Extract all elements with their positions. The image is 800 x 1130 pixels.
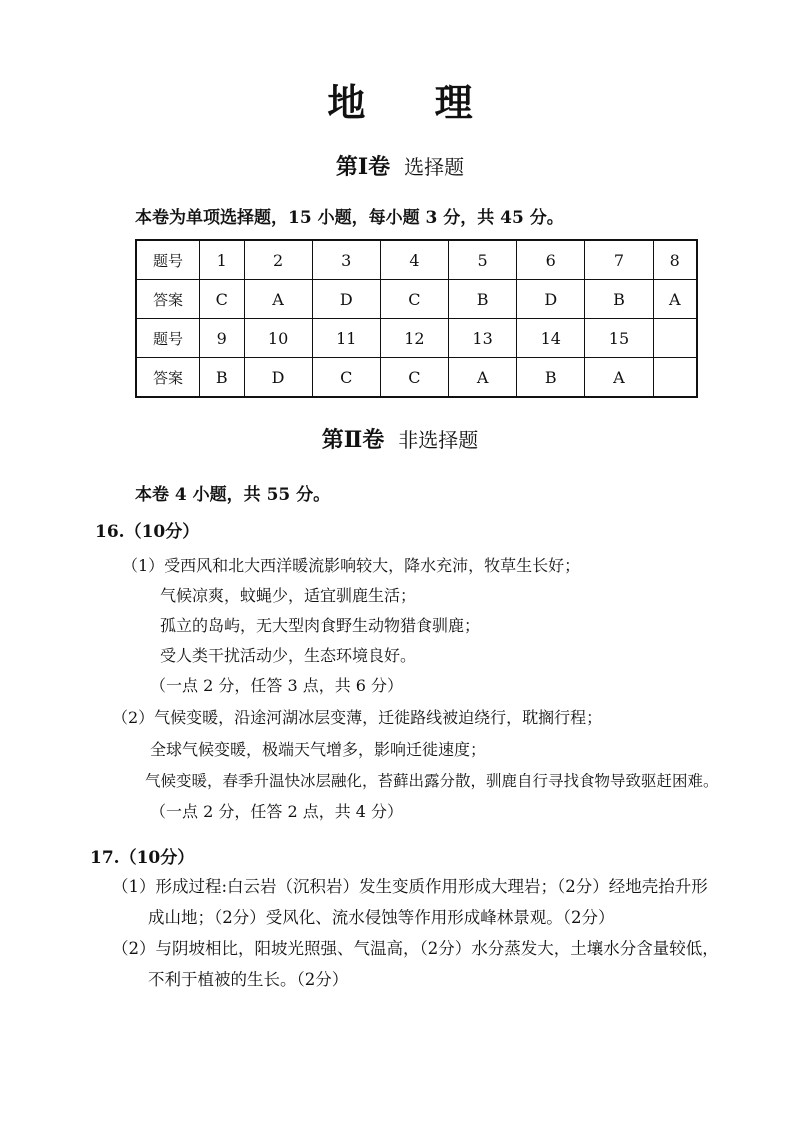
q16-heading: 16.（10分） xyxy=(95,522,200,542)
q16-line: 孤立的岛屿，无大型肉食野生动物猎食驯鹿； xyxy=(160,616,481,635)
q17-heading: 17.（10分） xyxy=(90,848,195,868)
table-cell: B xyxy=(200,358,245,398)
table-cell: 7 xyxy=(585,240,653,280)
table-row-label: 题号 xyxy=(136,240,200,280)
q17-line: 不利于植被的生长。（2分） xyxy=(148,970,349,989)
table-row xyxy=(136,240,697,280)
q16-line: （一点 2 分，任答 2 点，共 4 分） xyxy=(150,802,404,821)
table-cell: 2 xyxy=(244,240,312,280)
table-cell: C xyxy=(200,280,245,319)
table-row xyxy=(136,280,697,319)
table-cell: 4 xyxy=(380,240,448,280)
table-cell: A xyxy=(449,358,517,398)
table-cell: 8 xyxy=(653,240,697,280)
table-cell: 6 xyxy=(517,240,585,280)
page-title: 地 理 xyxy=(327,80,501,125)
q16-line: （2）气候变暖，沿途河湖冰层变薄，迁徙路线被迫绕行，耽搁行程； xyxy=(112,708,603,727)
answer-table xyxy=(135,239,698,398)
table-cell: C xyxy=(312,358,380,398)
q17-line: （1）形成过程:白云岩（沉积岩）发生变质作用形成大理岩；（2分）经地壳抬升形 xyxy=(112,877,708,896)
table-row-label: 题号 xyxy=(136,319,200,358)
table-cell: A xyxy=(244,280,312,319)
table-cell xyxy=(653,358,697,398)
table-cell xyxy=(653,319,697,358)
q16-line: （1）受西风和北大西洋暖流影响较大，降水充沛，牧草生长好； xyxy=(122,556,581,575)
part1-heading xyxy=(0,150,800,181)
table-cell: 1 xyxy=(200,240,245,280)
q17-line: 成山地；（2分）受风化、流水侵蚀等作用形成峰林景观。（2分） xyxy=(148,908,615,927)
table-cell: 5 xyxy=(449,240,517,280)
table-cell: B xyxy=(585,280,653,319)
table-cell: 3 xyxy=(312,240,380,280)
table-cell: 9 xyxy=(200,319,245,358)
table-cell: 10 xyxy=(244,319,312,358)
part2-heading-rest: 非选择题 xyxy=(398,428,479,452)
part2-heading xyxy=(0,423,800,454)
table-row xyxy=(136,358,697,398)
q16-line: 受人类干扰活动少，生态环境良好。 xyxy=(160,646,417,665)
table-row-label: 答案 xyxy=(136,358,200,398)
part2-heading-bold: 第Ⅱ卷 xyxy=(321,427,385,453)
part1-intro: 本卷为单项选择题，15 小题，每小题 3 分，共 45 分。 xyxy=(135,208,564,228)
table-cell: B xyxy=(517,358,585,398)
q17-line: （2）与阴坡相比，阳坡光照强、气温高，（2分）水分蒸发大，土壤水分含量较低， xyxy=(112,939,719,958)
table-cell: A xyxy=(653,280,697,319)
table-cell: A xyxy=(585,358,653,398)
q16-line: 全球气候变暖，极端天气增多，影响迁徙速度； xyxy=(150,740,487,759)
table-cell: 13 xyxy=(449,319,517,358)
table-cell: 15 xyxy=(585,319,653,358)
q16-line: 气候变暖，春季升温快冰层融化，苔藓出露分散，驯鹿自行寻找食物导致驱赶困难。 xyxy=(145,772,719,790)
q16-line: 气候凉爽，蚊蝇少，适宜驯鹿生活； xyxy=(160,586,417,605)
table-cell: D xyxy=(517,280,585,319)
table-cell: B xyxy=(449,280,517,319)
table-cell: D xyxy=(312,280,380,319)
part1-heading-rest: 选择题 xyxy=(404,155,465,179)
part2-intro: 本卷 4 小题，共 55 分。 xyxy=(135,485,331,505)
table-cell: C xyxy=(380,358,448,398)
table-cell: 14 xyxy=(517,319,585,358)
table-row xyxy=(136,319,697,358)
table-row-label: 答案 xyxy=(136,280,200,319)
table-cell: 12 xyxy=(380,319,448,358)
table-cell: C xyxy=(380,280,448,319)
table-cell: D xyxy=(244,358,312,398)
part1-heading-bold: 第Ⅰ卷 xyxy=(335,154,391,180)
table-cell: 11 xyxy=(312,319,380,358)
q16-line: （一点 2 分，任答 3 点，共 6 分） xyxy=(150,676,404,695)
